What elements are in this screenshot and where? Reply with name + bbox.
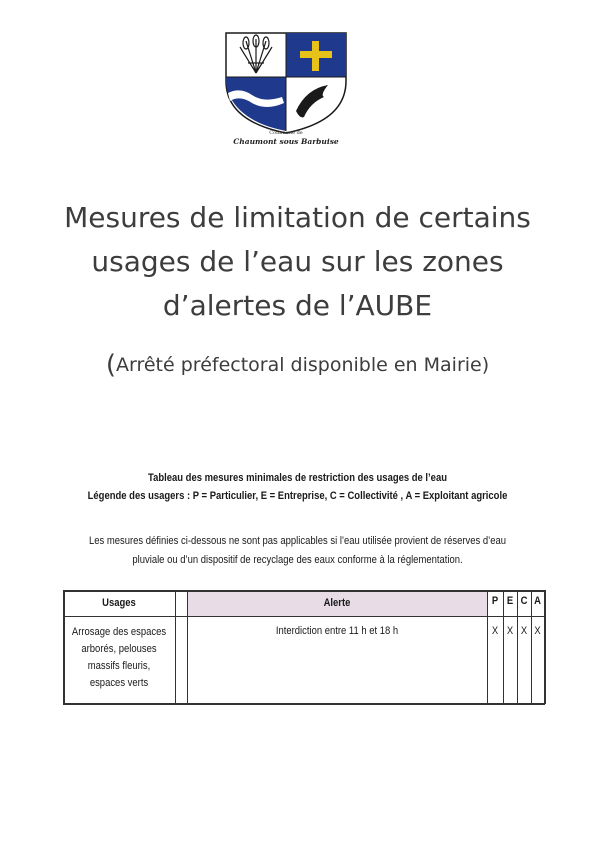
table-col-divider-3 [487,590,488,704]
coat-of-arms-logo [224,31,348,135]
row-a: X [534,625,541,637]
table-col-divider-5 [517,590,518,704]
table-border-right [544,590,546,704]
table-col-divider-6 [531,590,532,704]
commune-name: Chaumont sous Barbuise [233,137,339,146]
header-e: E [506,595,514,607]
table-legend: Légende des usagers : P = Particulier, E = Entreprise, C = Collectivité , A = Exploitant agricole [87,490,508,502]
commune-prefix: Commune de [269,130,303,136]
page-title [20,196,575,328]
header-a: A [534,595,541,607]
table-title: Tableau des mesures minimales de restriction des usages de l’eau [147,472,447,484]
title-line-3: d’alertes de l’AUBE [162,289,433,322]
row-alerte: Interdiction entre 11 h et 18 h [275,625,399,637]
table-col-divider-2 [187,590,188,704]
table-col-divider-1 [175,590,176,704]
restriction-table [63,590,545,704]
header-alerte: Alerte [323,597,351,609]
table-border-top [63,590,545,592]
row-c: X [520,625,528,637]
table-col-divider-4 [503,590,504,704]
row-e: X [506,625,514,637]
row-p: X [491,625,499,637]
subtitle-text: Arrêté préfectoral disponible en Mairie) [116,354,490,376]
subtitle [20,350,575,380]
table-border-left [63,590,65,704]
title-line-1: Mesures de limitation de certains [64,201,531,234]
table-note [76,532,519,570]
row-usage: Arrosage des espaces arborés, pelouses massifs fleuris, espaces verts [71,626,167,689]
crest-shield-icon [224,31,348,135]
table-note-line-1: Les mesures définies ci-dessous ne sont pas applicables si l’eau utilisée provient de réserves d’eau [88,535,506,547]
header-c: C [520,595,528,607]
header-usages: Usages [102,597,136,609]
title-line-2: usages de l’eau sur les zones [91,245,504,278]
table-header-divider [63,616,545,617]
header-p: P [491,595,499,607]
table-border-bottom [63,703,545,705]
table-note-line-2: pluviale ou d’un dispositif de recyclage des eaux conforme à la réglementation. [132,554,463,566]
subtitle-open-paren: ( [105,350,116,380]
